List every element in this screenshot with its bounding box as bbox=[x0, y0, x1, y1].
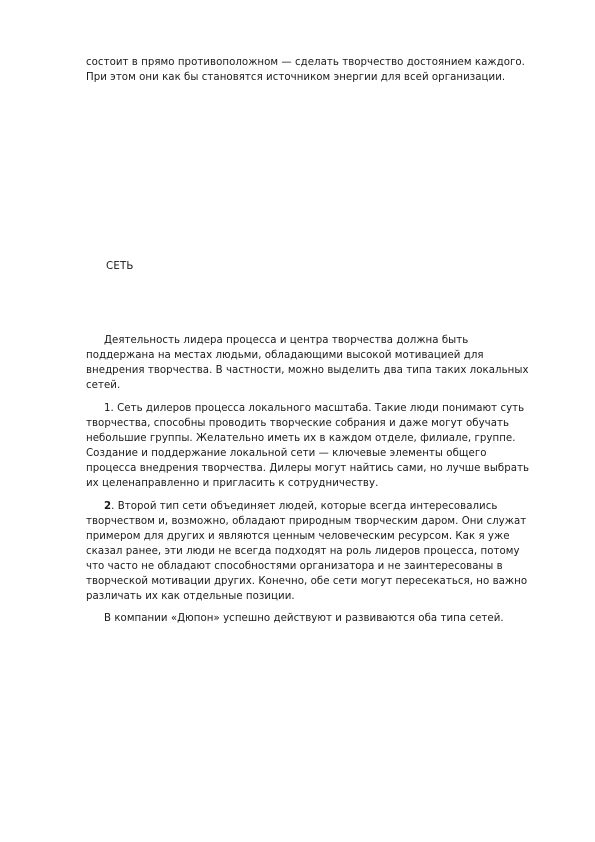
list-item-1 bbox=[86, 401, 536, 491]
paragraph-final: В компании «Дюпон» успешно действуют и развиваются оба типа сетей. bbox=[104, 613, 504, 624]
paragraph-top: состоит в прямо противоположном — сделать творчество достоянием каждого. При этом они как бы становятся источником энергии для всей организации. bbox=[86, 57, 525, 83]
paragraph-intro: Деятельность лидера процесса и центра творчества должна быть поддержана на местах людьми, обладающими высокой мотивацией для внедрения творчества. В частности, можно выделить два типа таких локальных сетей. bbox=[86, 335, 529, 391]
section-heading: СЕТЬ bbox=[106, 261, 134, 272]
list-item-2-number: 2 bbox=[104, 501, 112, 512]
list-item-2 bbox=[86, 499, 536, 604]
list-item-2-text: . Второй тип сети объединяет людей, которые всегда интересовались творчеством и, возможно, обладают природным творческим даром. Они служат примером для других и являются ценным человеческим ресурсом. Как я уже сказал ранее, эти люди не всегда подходят на роль лидеров процесса, потому что часто не обладают способностями организатора и не заинтересованы в творческой мотивации других. Конечно, обе сети могут пересекаться, но важно различать их как отдельные позиции. bbox=[86, 501, 528, 602]
list-item-1-text: Сеть дилеров процесса локального масштаба. Такие люди понимают суть творчества, способны проводить творческие собрания и даже могут обучать небольшие группы. Желательно иметь их в каждом отделе, филиале, группе. Создание и поддержание локальной сети — ключевые элементы общего процесса внедрения творчества. Дилеры могут найтись сами, но лучше выбрать их целенаправленно и пригласить к сотрудничеству. bbox=[86, 403, 530, 489]
list-item-1-number: 1. bbox=[104, 403, 114, 414]
